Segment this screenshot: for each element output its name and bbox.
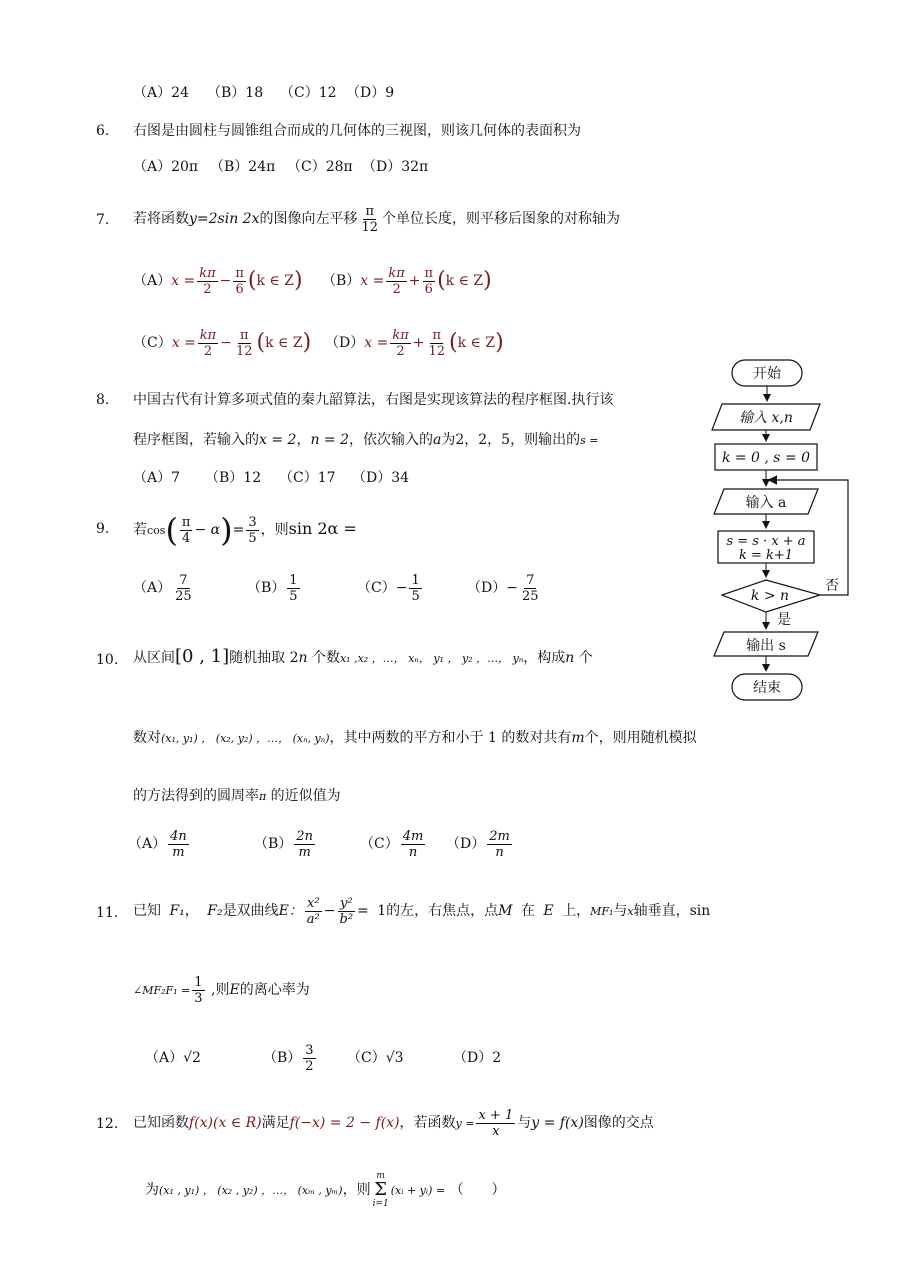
q6-option-c: （C）28π bbox=[287, 159, 353, 175]
q6-option-d: （D）32π bbox=[362, 159, 429, 175]
q11-option-c: （C）√3 bbox=[347, 1050, 404, 1066]
q8-option-a: （A）7 bbox=[133, 470, 181, 486]
q7-number: 7. bbox=[96, 212, 110, 228]
q12-number: 12. bbox=[96, 1116, 119, 1132]
q11-line2: ∠MF₂F₁ = $\frac{1}{3}$ ,则E的离心率为 bbox=[133, 974, 310, 1006]
q6-number: 6. bbox=[96, 123, 110, 139]
q10-line2: 数对(x₁, y₁) ， (x₂, y₂) ，…， (xₙ, yₙ)，其中两数的平方和小于 1 的数对共有m个，则用随机模拟 bbox=[133, 730, 697, 746]
q9-stem: 若cos( $\frac{\pi}{4}$ − α)= $\frac{3}{5}$ ，则sin 2α = bbox=[133, 511, 357, 549]
q8-option-c: （C）17 bbox=[279, 470, 336, 486]
q8-number: 8. bbox=[96, 392, 110, 408]
q7-option-b: （B）x = $\frac{k\pi}{2}$ + $\frac{\pi}{6}$ (k ∈ Z) bbox=[322, 265, 492, 297]
flow-end-label: 结束 bbox=[753, 680, 781, 696]
q11-option-b: （B） $\frac{3}{2}$ bbox=[263, 1042, 314, 1074]
q11-option-a: （A）√2 bbox=[145, 1050, 201, 1066]
flow-output-label: 输出 s bbox=[746, 638, 786, 654]
q8-option-d: （D）34 bbox=[352, 470, 410, 486]
q10-line1: 从区间[0 , 1]随机抽取 2n 个数x₁ ,x₂ ，…， xₙ， y₁ ， y₂ ，…， yₙ，构成n 个 bbox=[133, 646, 593, 667]
q9-option-b: （B） $\frac{1}{5}$ bbox=[247, 572, 298, 604]
q10-line3: 的方法得到的圆周率π 的近似值为 bbox=[133, 788, 341, 804]
q6-stem: 右图是由圆柱与圆锥组合而成的几何体的三视图，则该几何体的表面积为 bbox=[133, 123, 581, 139]
q5-option-d: （D）9 bbox=[346, 85, 395, 101]
q10-option-a: （A） $\frac{4n}{m}$ bbox=[128, 828, 187, 860]
q5-option-b: （B）18 bbox=[207, 85, 264, 101]
q6-option-a: （A）20π bbox=[133, 159, 199, 175]
q11-number: 11. bbox=[96, 905, 119, 921]
q11-line1: 已知 F₁， F₂是双曲线E： $\frac{\text{x²}}{\text{a²}}$ − $\frac{\text{y²}}{\text{b²}}$ = 1的左，右焦点，点M 在 E 上，MF₁与x轴垂直，sin bbox=[133, 895, 711, 927]
q9-number: 9. bbox=[96, 521, 110, 537]
q9-option-a: （A） $\frac{7}{25}$ bbox=[133, 572, 192, 604]
q7-stem: 若将函数y=2sin 2x的图像向左平移 $\frac{\pi}{12}$ 个单位长度，则平移后图象的对称轴为 bbox=[133, 203, 621, 235]
q10-option-d: （D） $\frac{2m}{n}$ bbox=[446, 828, 510, 860]
flow-start-label: 开始 bbox=[753, 366, 781, 382]
flow-init-label: k = 0 , s = 0 bbox=[721, 450, 811, 466]
q10-number: 10. bbox=[96, 652, 119, 668]
q8-option-b: （B）12 bbox=[205, 470, 262, 486]
q8-line1: 中国古代有计算多项式值的秦九韶算法，右图是实现该算法的程序框图.执行该 bbox=[133, 392, 614, 408]
q12-line1: 已知函数f(x)(x ∈ R)满足f(−x) = 2 − f(x)，若函数y = $\frac{x + 1}{x}$ 与y = f(x)图像的交点 bbox=[133, 1107, 654, 1139]
flow-calc-line1: s = s · x + a bbox=[726, 534, 806, 549]
flow-no-label: 否 bbox=[825, 578, 839, 594]
q10-option-b: （B） $\frac{2n}{m}$ bbox=[254, 828, 313, 860]
q10-option-c: （C） $\frac{4m}{n}$ bbox=[360, 828, 424, 860]
flow-input-xn-label: 输入 x,n bbox=[739, 410, 793, 426]
q12-line2: 为(x₁ , y₁) ， (x₂ , y₂) ，…， (xₘ , yₘ)，则 m Σ i=1 (xᵢ + yᵢ) = （ ） bbox=[145, 1171, 506, 1209]
flow-yes-label: 是 bbox=[777, 612, 791, 628]
q7-option-c: （C）x = $\frac{k\pi}{2}$ − $\frac{\pi}{12}$ (k ∈ Z) bbox=[133, 327, 312, 359]
flow-calc-line2: k = k+1 bbox=[738, 548, 794, 563]
q5-option-c: （C）12 bbox=[280, 85, 337, 101]
q6-option-b: （B）24π bbox=[210, 159, 276, 175]
q5-option-a: （A）24 bbox=[133, 85, 189, 101]
q8-line2: 程序框图，若输入的x = 2，n = 2，依次输入的a为2，2，5，则输出的s = bbox=[133, 432, 599, 448]
q9-option-d: （D）− $\frac{7}{25}$ bbox=[467, 572, 539, 604]
q7-option-a: （A）x = $\frac{k\pi}{2}$ − $\frac{\pi}{6}$ (k ∈ Z) bbox=[133, 265, 303, 297]
program-flowchart bbox=[700, 350, 860, 710]
q9-option-c: （C）− $\frac{1}{5}$ bbox=[357, 572, 420, 604]
flow-decision-label: k > n bbox=[750, 588, 790, 604]
q11-option-d: （D）2 bbox=[453, 1050, 502, 1066]
q7-option-d: （D）x = $\frac{k\pi}{2}$ + $\frac{\pi}{12}$ (k ∈ Z) bbox=[325, 327, 504, 359]
flow-input-a-label: 输入 a bbox=[745, 495, 787, 511]
